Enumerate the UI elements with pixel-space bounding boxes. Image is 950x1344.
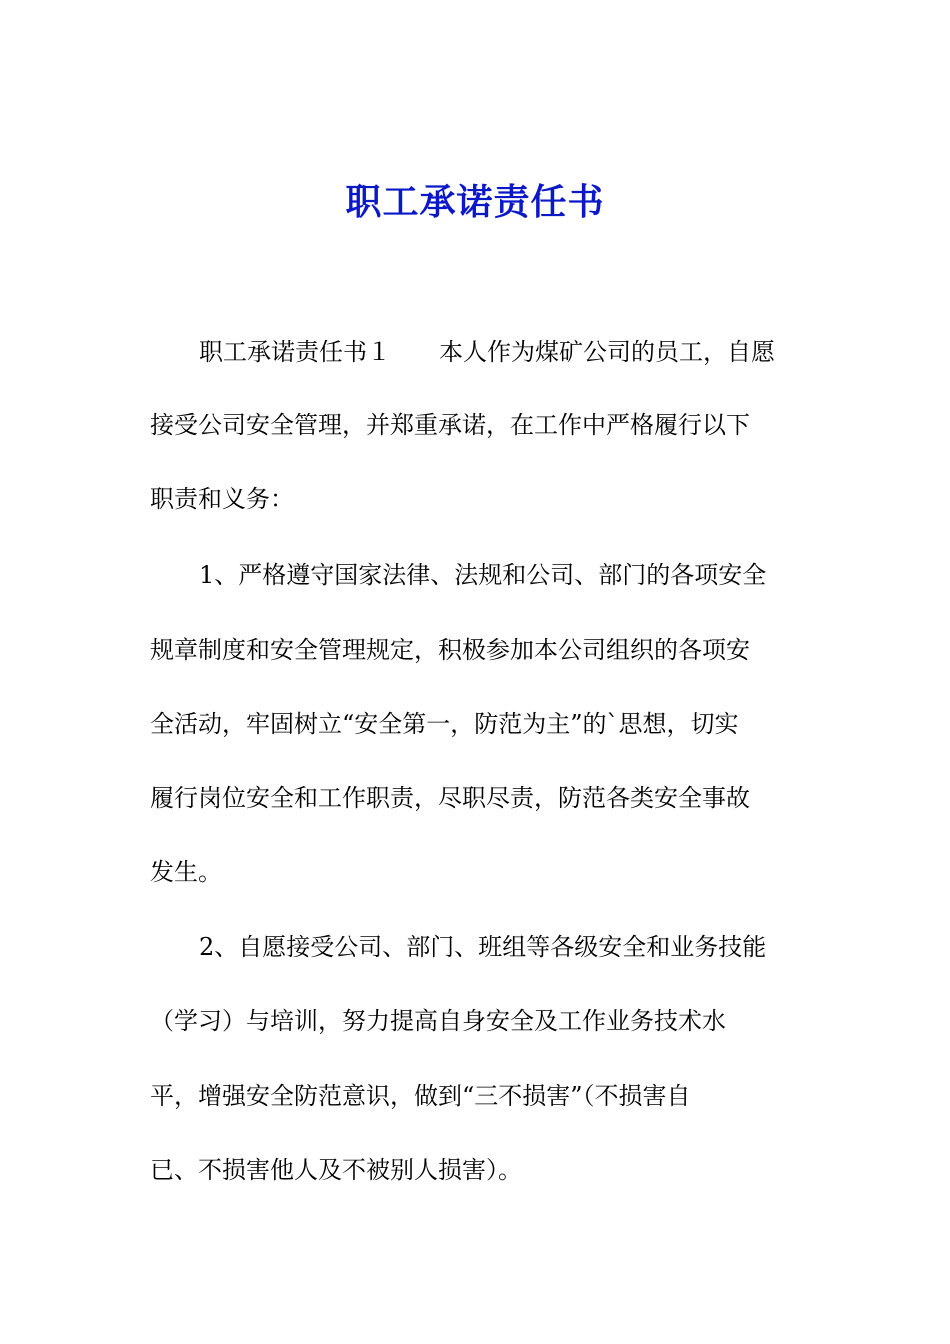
paragraph-3-line-1: 2、自愿接受公司、部门、班组等各级安全和业务技能: [199, 933, 767, 961]
paragraph-1-line-3: 职责和义务：: [150, 485, 294, 513]
paragraph-3-line-4: 已、不损害他人及不被别人损害）。: [150, 1156, 522, 1184]
paragraph-3-line-2: （学习）与培训，努力提高自身安全及工作业务技术水: [150, 1007, 726, 1035]
paragraph-2-line-1: 1、严格遵守国家法律、法规和公司、部门的各项安全: [199, 561, 767, 589]
paragraph-2-line-3: 全活动，牢固树立“安全第一，防范为主”的`思想，切实: [150, 710, 739, 738]
paragraph-2-line-5: 发生。: [150, 858, 222, 886]
paragraph-1-line-2: 接受公司安全管理，并郑重承诺，在工作中严格履行以下: [150, 411, 750, 439]
paragraph-3-line-3: 平，增强安全防范意识，做到“三不损害”（不损害自: [150, 1082, 691, 1110]
paragraph-2-line-2: 规章制度和安全管理规定，积极参加本公司组织的各项安: [150, 636, 750, 664]
paragraph-2-line-4: 履行岗位安全和工作职责，尽职尽责，防范各类安全事故: [150, 784, 750, 812]
paragraph-1-line-1: 职工承诺责任书１ 本人作为煤矿公司的员工，自愿: [199, 338, 775, 366]
document-title: 职工承诺责任书: [345, 181, 605, 223]
